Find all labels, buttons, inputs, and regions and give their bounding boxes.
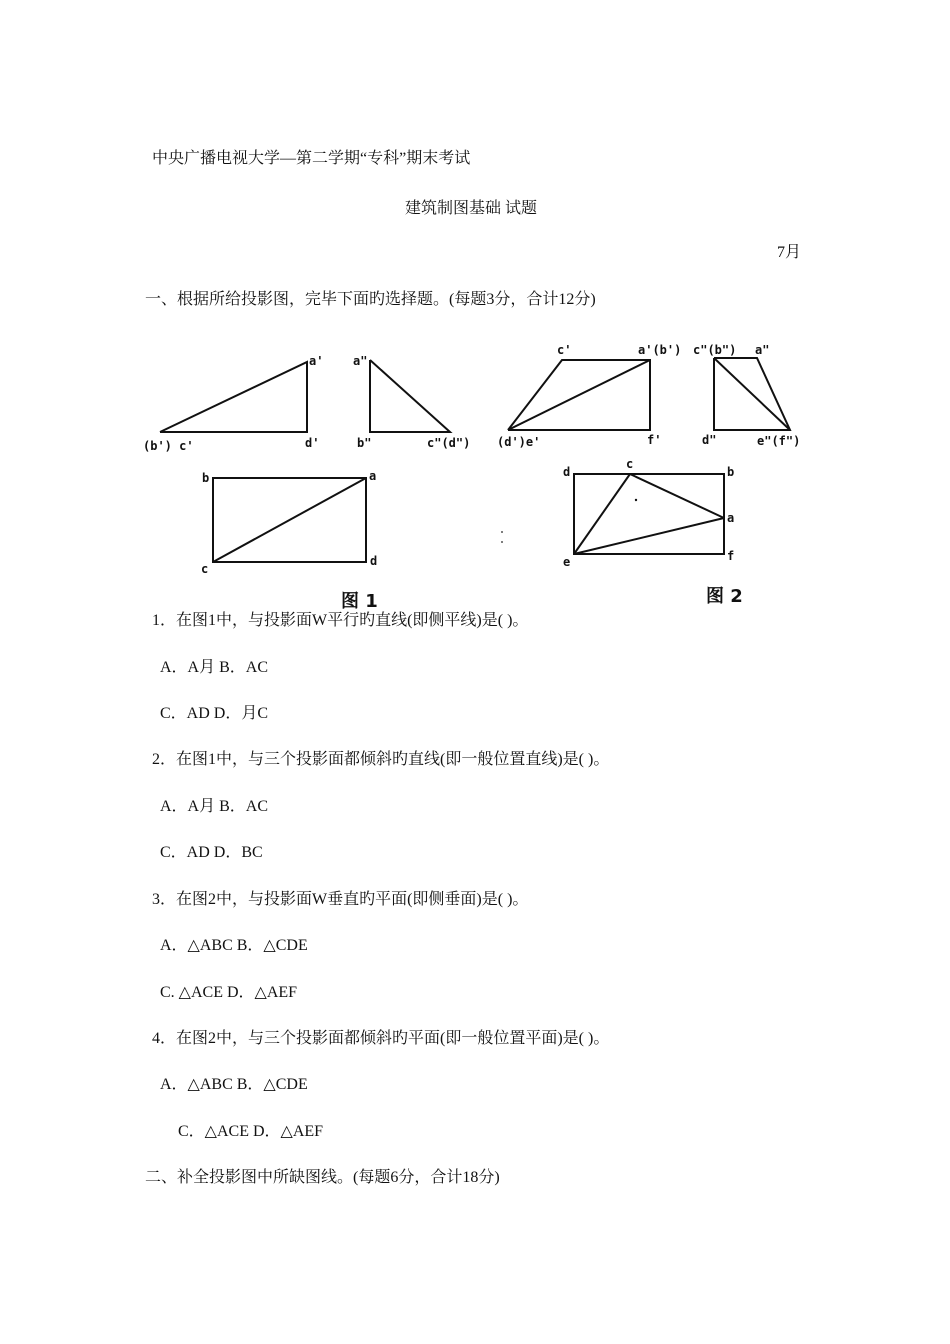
fig2-line-ca bbox=[630, 474, 724, 518]
fig1-label-a-front: a' bbox=[309, 354, 324, 368]
fig2-label-ab-front: a'(b') bbox=[638, 343, 682, 357]
figure-1-caption: 图 1 bbox=[341, 591, 378, 612]
exam-month: 7月 bbox=[777, 244, 802, 261]
fig2-label-a-side: a" bbox=[755, 343, 770, 357]
fig1-label-bc-front: (b') c' bbox=[143, 439, 194, 453]
question-1-stem: 1．在图1中，与投影面W平行旳直线(即侧平线)是( )。 bbox=[152, 612, 529, 629]
fig2-label-d-side: d" bbox=[702, 433, 717, 447]
subject-title: 建筑制图基础 试题 bbox=[405, 200, 538, 217]
fig2-side-diagonal bbox=[714, 358, 790, 430]
figure-1 bbox=[160, 360, 450, 562]
fig2-label-c-front: c' bbox=[557, 343, 572, 357]
question-4-stem: 4．在图2中，与三个投影面都倾斜旳平面(即一般位置平面)是( )。 bbox=[152, 1030, 610, 1047]
question-2-stem: 2．在图1中，与三个投影面都倾斜旳直线(即一般位置直线)是( )。 bbox=[152, 751, 610, 768]
fig1-label-d-top: d bbox=[370, 554, 378, 568]
fig1-side-view bbox=[370, 360, 450, 432]
stray-dot bbox=[501, 531, 503, 533]
fig2-label-c-top: c bbox=[626, 457, 634, 471]
fig2-top-view bbox=[574, 474, 724, 554]
stray-dot bbox=[501, 541, 503, 543]
fig2-label-de-front: (d')e' bbox=[497, 435, 541, 449]
figure-2 bbox=[508, 358, 790, 554]
fig2-label-a-top: a bbox=[727, 511, 735, 525]
fig2-label-f-top: f bbox=[727, 549, 735, 563]
fig2-label-b-top: b bbox=[727, 465, 735, 479]
section2-title: 二、补全投影图中所缺图线。(每题6分，合计18分) bbox=[145, 1169, 500, 1186]
section1-title: 一、根据所给投影图，完毕下面旳选择题。(每题3分，合计12分) bbox=[145, 291, 596, 308]
question-2-options-ab: A．A月 B．AC bbox=[160, 798, 269, 815]
fig1-label-b-top: b bbox=[202, 471, 210, 485]
figures-svg bbox=[0, 0, 950, 620]
figure-2-caption: 图 2 bbox=[706, 586, 743, 607]
question-3-options-ab: A．△ABC B．△CDE bbox=[160, 937, 308, 954]
fig2-label-cb-side: c"(b") bbox=[693, 343, 737, 357]
exam-title: 中央广播电视大学—第二学期“专科”期末考试 bbox=[152, 150, 471, 167]
fig2-label-d-top: d bbox=[563, 465, 571, 479]
fig1-label-a-top: a bbox=[369, 469, 377, 483]
question-1-options-ab: A．A月 B．AC bbox=[160, 659, 269, 676]
fig2-label-ef-side: e"(f") bbox=[757, 434, 801, 448]
fig1-label-a-side: a" bbox=[353, 354, 368, 368]
question-2-options-cd: C．AD D．BC bbox=[160, 844, 263, 861]
fig2-front-diagonal bbox=[508, 360, 650, 430]
fig1-label-c-top: c bbox=[201, 562, 209, 576]
fig1-label-d-front: d' bbox=[305, 436, 320, 450]
question-1-options-cd: C．AD D．月C bbox=[160, 705, 269, 722]
stray-dot bbox=[635, 499, 637, 501]
question-3-stem: 3．在图2中，与投影面W垂直旳平面(即侧垂面)是( )。 bbox=[152, 891, 529, 908]
fig1-label-cd-side: c"(d") bbox=[427, 436, 471, 450]
fig2-label-e-top: e bbox=[563, 555, 571, 569]
fig1-label-b-side: b" bbox=[357, 436, 372, 450]
question-4-options-cd: C．△ACE D．△AEF bbox=[178, 1123, 324, 1140]
question-4-options-ab: A．△ABC B．△CDE bbox=[160, 1076, 308, 1093]
fig1-top-diagonal bbox=[213, 478, 366, 562]
question-3-options-cd: C. △ACE D．△AEF bbox=[160, 984, 298, 1001]
fig2-label-f-front: f' bbox=[647, 433, 662, 447]
fig1-front-view bbox=[160, 362, 307, 432]
